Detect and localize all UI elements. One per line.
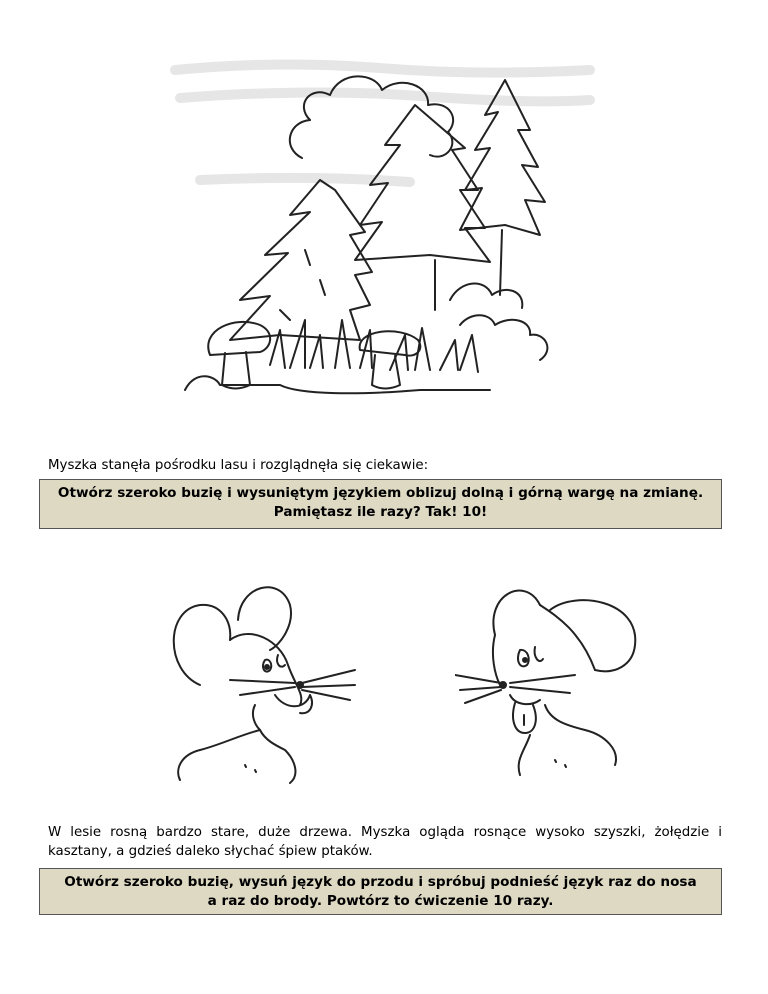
paragraph-2: W lesie rosną bardzo stare, duże drzewa. Myszka ogląda rosnące wysoko szyszki, żołędzie i kasztany, a gdzieś daleko słychać śpiew ptaków. <box>48 825 722 859</box>
forest-illustration <box>160 50 600 410</box>
instruction-2-line-1: Otwórz szeroko buzię, wysuń język do przodu i spróbuj podnieść język raz do nosa <box>64 874 697 890</box>
instruction-box-2 <box>39 868 722 915</box>
instruction-box-1 <box>39 479 722 529</box>
instruction-1-line-1: Otwórz szeroko buzię i wysuniętym językiem oblizuj dolną i górną wargę na zmianę. <box>57 485 704 501</box>
mouse-left-illustration <box>160 575 360 785</box>
mushroom-center <box>360 331 421 355</box>
instruction-2-line-2: a raz do brody. Powtórz to ćwiczenie 10 razy. <box>207 893 554 909</box>
mouse-right-illustration <box>455 575 655 785</box>
left-fir <box>230 180 372 340</box>
paragraph-1: Myszka stanęła pośrodku lasu i rozglądnęła się ciekawie: <box>48 458 429 473</box>
instruction-1-line-2: Pamiętasz ile razy? Tak! 10! <box>273 504 488 520</box>
